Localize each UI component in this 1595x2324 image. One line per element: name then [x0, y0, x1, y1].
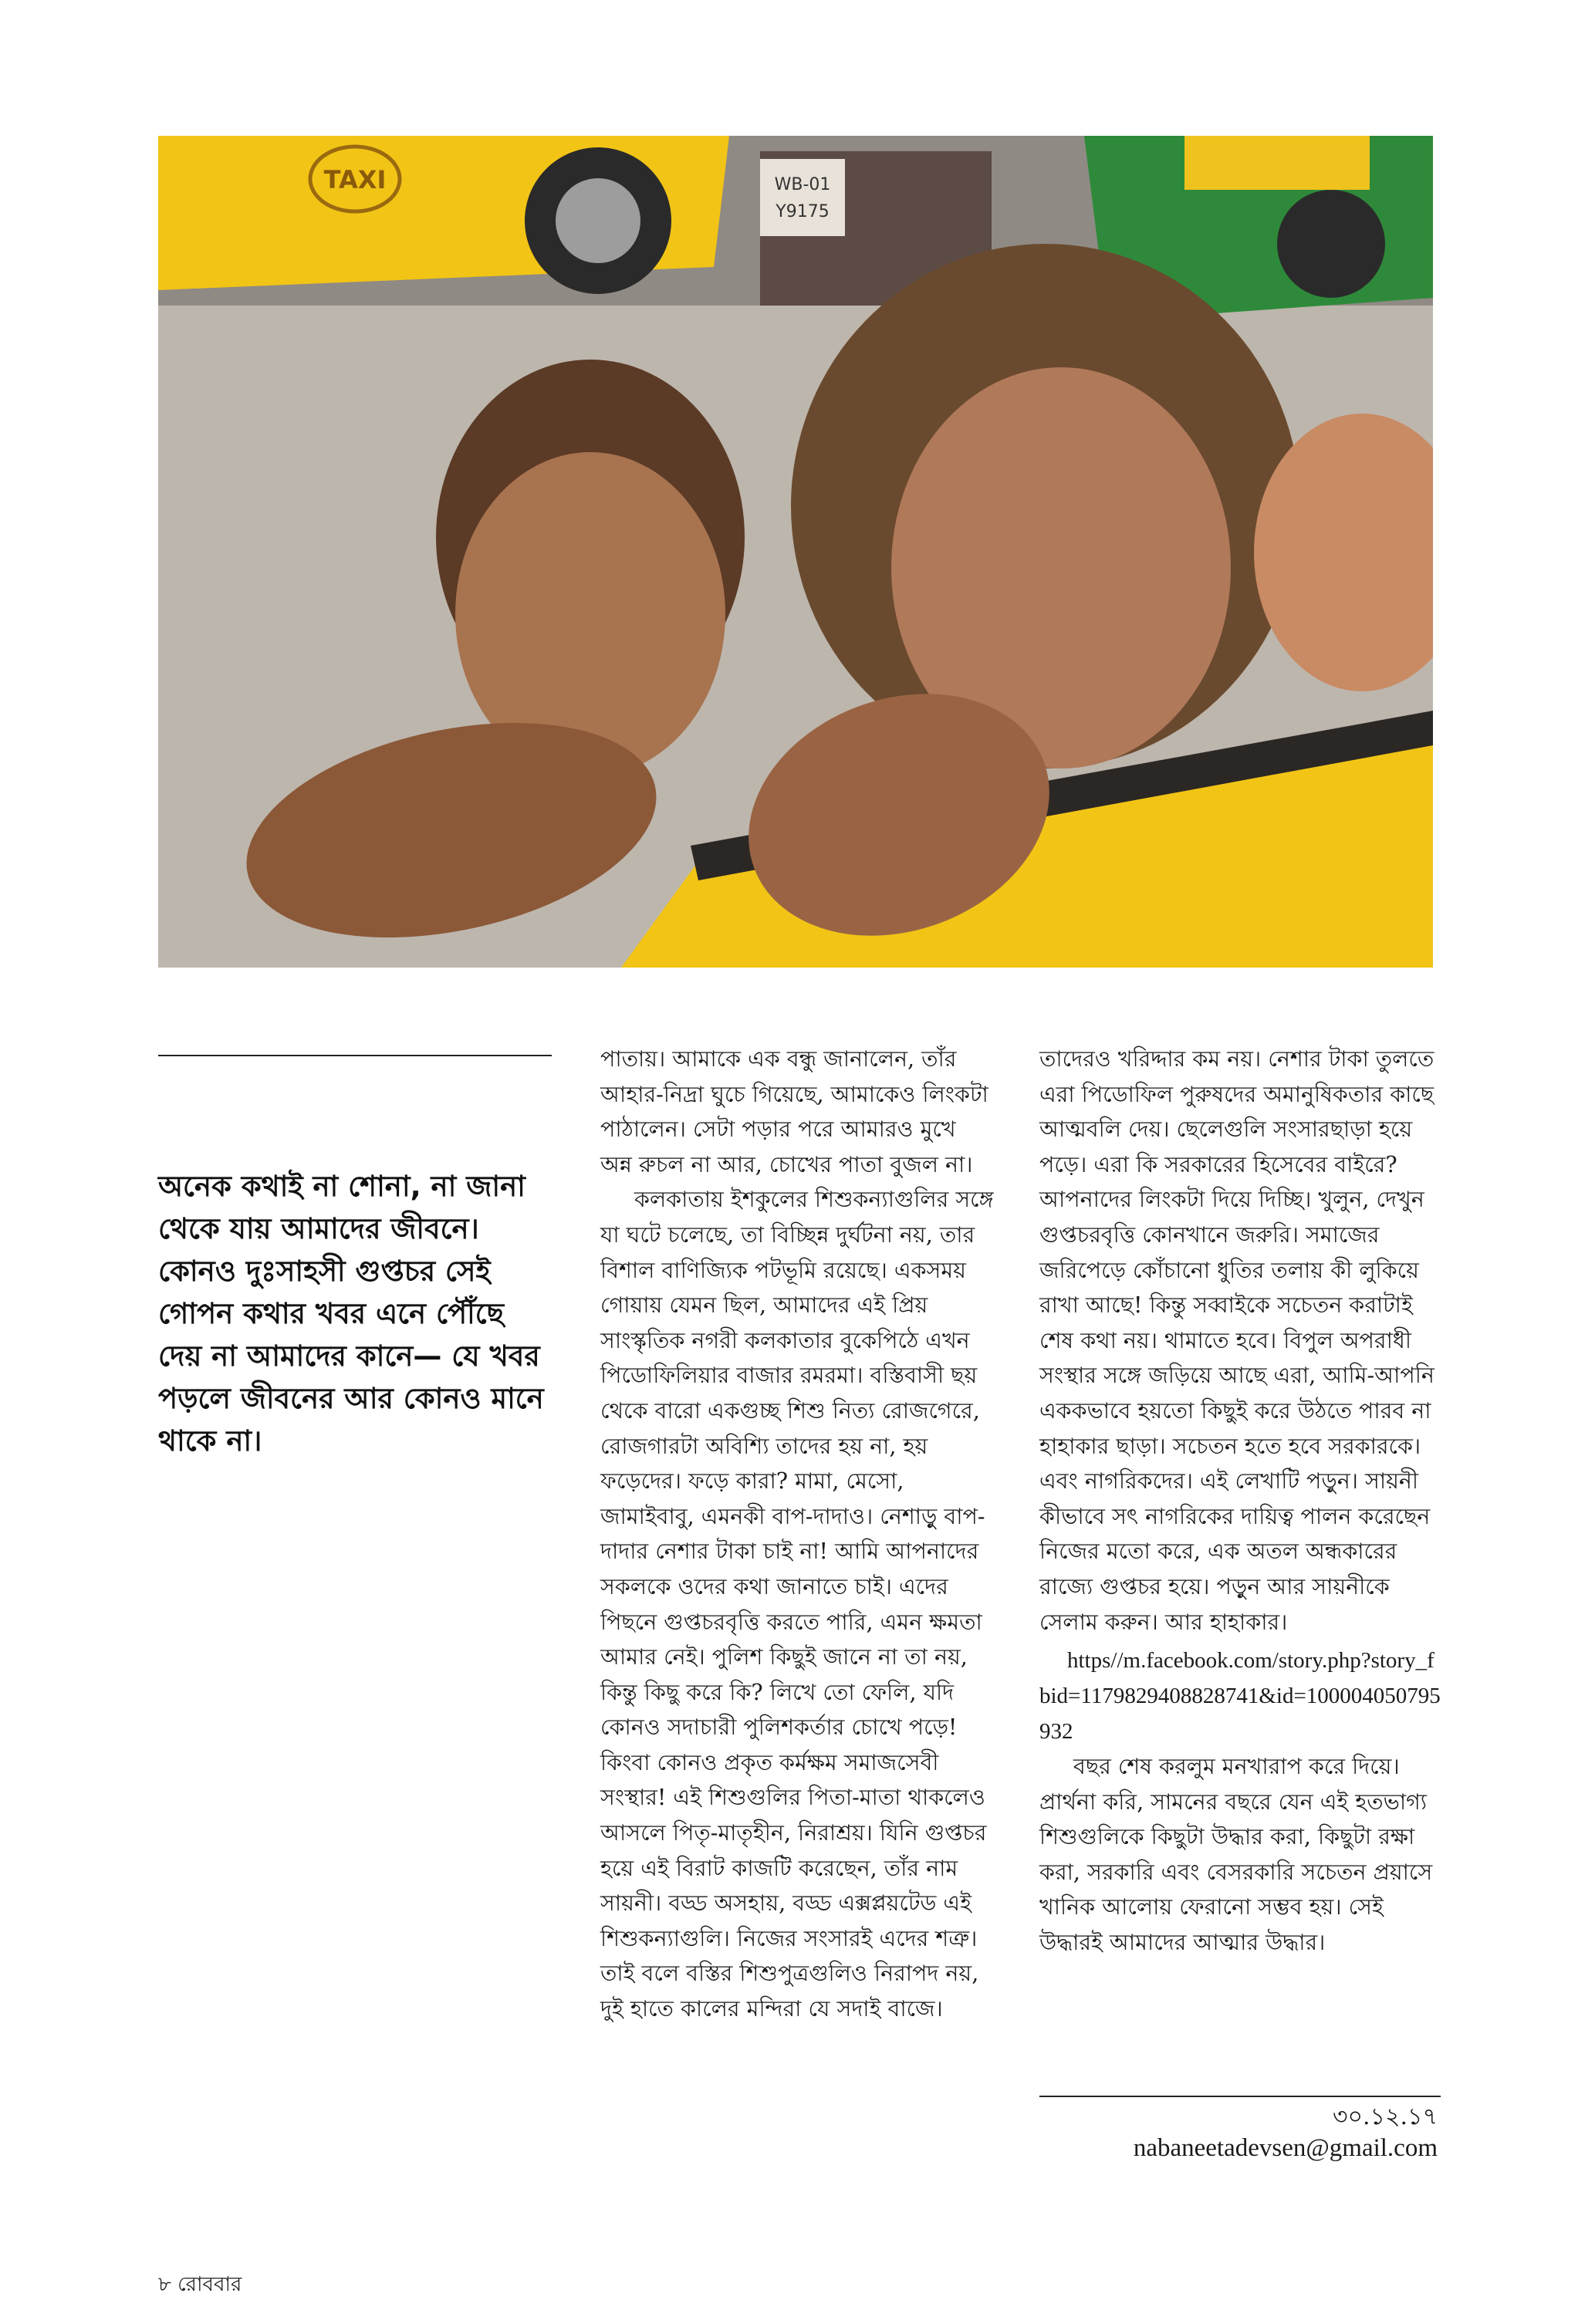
article-date: ৩০.১২.১৭: [1332, 2103, 1438, 2130]
facebook-story-link[interactable]: https//m.facebook.com/story.php?story_fbid=1179829408828741&id=100004050795932: [1039, 1648, 1441, 1745]
photo-auto-yellow-top: [1184, 136, 1370, 190]
author-email[interactable]: nabaneetadevsen@gmail.com: [1133, 2134, 1438, 2162]
photo-auto-wheel: [1277, 190, 1385, 298]
column2-paragraph-2: বছর শেষ করলুম মনখারাপ করে দিয়ে। প্রার্থনা করি, সামনের বছরে যেন এই হতভাগ্য শিশুগুলিকে কিছুটা উদ্ধার করা, কিছুটা রক্ষা করা, সরকারি এবং বেসরকারি সচেতন প্রয়াসে খানিক আলোয় ফেরানো সম্ভব হয়। সেই উদ্ধারই আমাদের আত্মার উদ্ধার।: [1039, 1754, 1433, 1956]
photo-taxi-sign: TAXI: [323, 165, 387, 194]
pull-quote: অনেক কথাই না শোনা, না জানা থেকে যায় আমাদের জীবনে। কোনও দুঃসাহসী গুপ্তচর সেই গোপন কথার খবর এনে পৌঁছে দেয় না আমাদের কানে— যে খবর পড়লে জীবনের আর কোনও মানে থাকে না।: [158, 1170, 544, 1458]
column2-paragraph-1: তাদেরও খরিদ্দার কম নয়। নেশার টাকা তুলতে এরা পিডোফিল পুরুষদের অমানুষিকতার কাছে আত্মবলি দেয়। ছেলেগুলি সংসারছাড়া হয়ে পড়ে। এরা কি সরকারের হিসেবের বাইরে? আপনাদের লিংকটা দিয়ে দিচ্ছি। খুলুন, দেখুন গুপ্তচরবৃত্তি কোনখানে জরুরি। সমাজের জরিপেড়ে কোঁচানো ধুতির তলায় কী লুকিয়ে রাখা আছে! কিন্তু সব্বাইকে সচেতন করাটাই শেষ কথা নয়। থামাতে হবে। বিপুল অপরাধী সংস্থার সঙ্গে জড়িয়ে আছে এরা, আমি-আপনি এককভাবে হয়তো কিছুই করে উঠতে পারব না হাহাকার ছাড়া। সচেতন হতে হবে সরকারকে। এবং নাগরিকদের। এই লেখাটি পড়ুন। সায়নী কীভাবে সৎ নাগরিকের দায়িত্ব পালন করেছেন নিজের মতো করে, এক অতল অন্ধকারের রাজ্যে গুপ্তচর হয়ে। পড়ুন আর সায়নীকে সেলাম করুন। আর হাহাকার।: [1039, 1046, 1434, 1635]
column1-paragraph-1: পাতায়। আমাকে এক বন্ধু জানালেন, তাঁর আহার-নিদ্রা ঘুচে গিয়েছে, আমাকেও লিংকটা পাঠালেন। সেটা পড়ার পরে আমারও মুখে অন্ন রুচল না আর, চোখের পাতা বুজল না।: [600, 1046, 988, 1177]
photo-number-plate: [760, 159, 845, 236]
article-column-2: [1039, 1042, 1441, 1961]
photo-taxi-hubcap: [556, 178, 640, 263]
column1-paragraph-2: কলকাতায় ইশকুলের শিশুকন্যাগুলির সঙ্গে যা ঘটে চলেছে, তা বিচ্ছিন্ন দুর্ঘটনা নয়, তার বিশাল বাণিজ্যিক পটভূমি রয়েছে। একসময় গোয়ায় যেমন ছিল, আমাদের এই প্রিয় সাংস্কৃতিক নগরী কলকাতার বুকেপিঠে এখন পিডোফিলিয়ার বাজার রমরমা। বস্তিবাসী ছয় থেকে বারো একগুচ্ছ শিশু নিত্য রোজগেরে, রোজগারটা অবিশ্যি তাদের হয় না, হয় ফড়েদের। ফড়ে কারা? মামা, মেসো, জামাইবাবু, এমনকী বাপ-দাদাও। নেশাড়ু বাপ-দাদার নেশার টাকা চাই না! আমি আপনাদের সকলকে ওদের কথা জানাতে চাই। এদের পিছনে গুপ্তচরবৃত্তি করতে পারি, এমন ক্ষমতা আমার নেই। পুলিশ কিছুই জানে না তা নয়, কিন্তু কিছু করে কি? লিখে তো ফেলি, যদি কোনও সদাচারী পুলিশকর্তার চোখে পড়ে! কিংবা কোনও প্রকৃত কর্মক্ষম সমাজসেবী সংস্থার! এই শিশুগুলির পিতা-মাতা থাকলেও আসলে পিতৃ-মাতৃহীন, নিরাশ্রয়। যিনি গুপ্তচর হয়ে এই বিরাট কাজটি করেছেন, তাঁর নাম সায়নী। বড্ড অসহায়, বড্ড এক্সপ্লয়টেড এই শিশুকন্যাগুলি। নিজের সংসারই এদের শত্রু। তাই বলে বস্তির শিশুপুত্রগুলিও নিরাপদ নয়, দুই হাতে কালের মন্দিরা যে সদাই বাজে।: [600, 1187, 994, 2022]
photo-number-plate-line2: Y9175: [776, 202, 830, 221]
article-photo: [158, 136, 1433, 968]
page-folio: ৮ রোববার: [158, 2273, 242, 2296]
pull-quote-rule: [158, 1055, 552, 1056]
photo-children-begging: [158, 136, 1433, 968]
photo-number-plate-line1: WB-01: [774, 175, 831, 194]
end-rule: [1039, 2096, 1441, 2097]
article-column-1: [600, 1042, 994, 2027]
